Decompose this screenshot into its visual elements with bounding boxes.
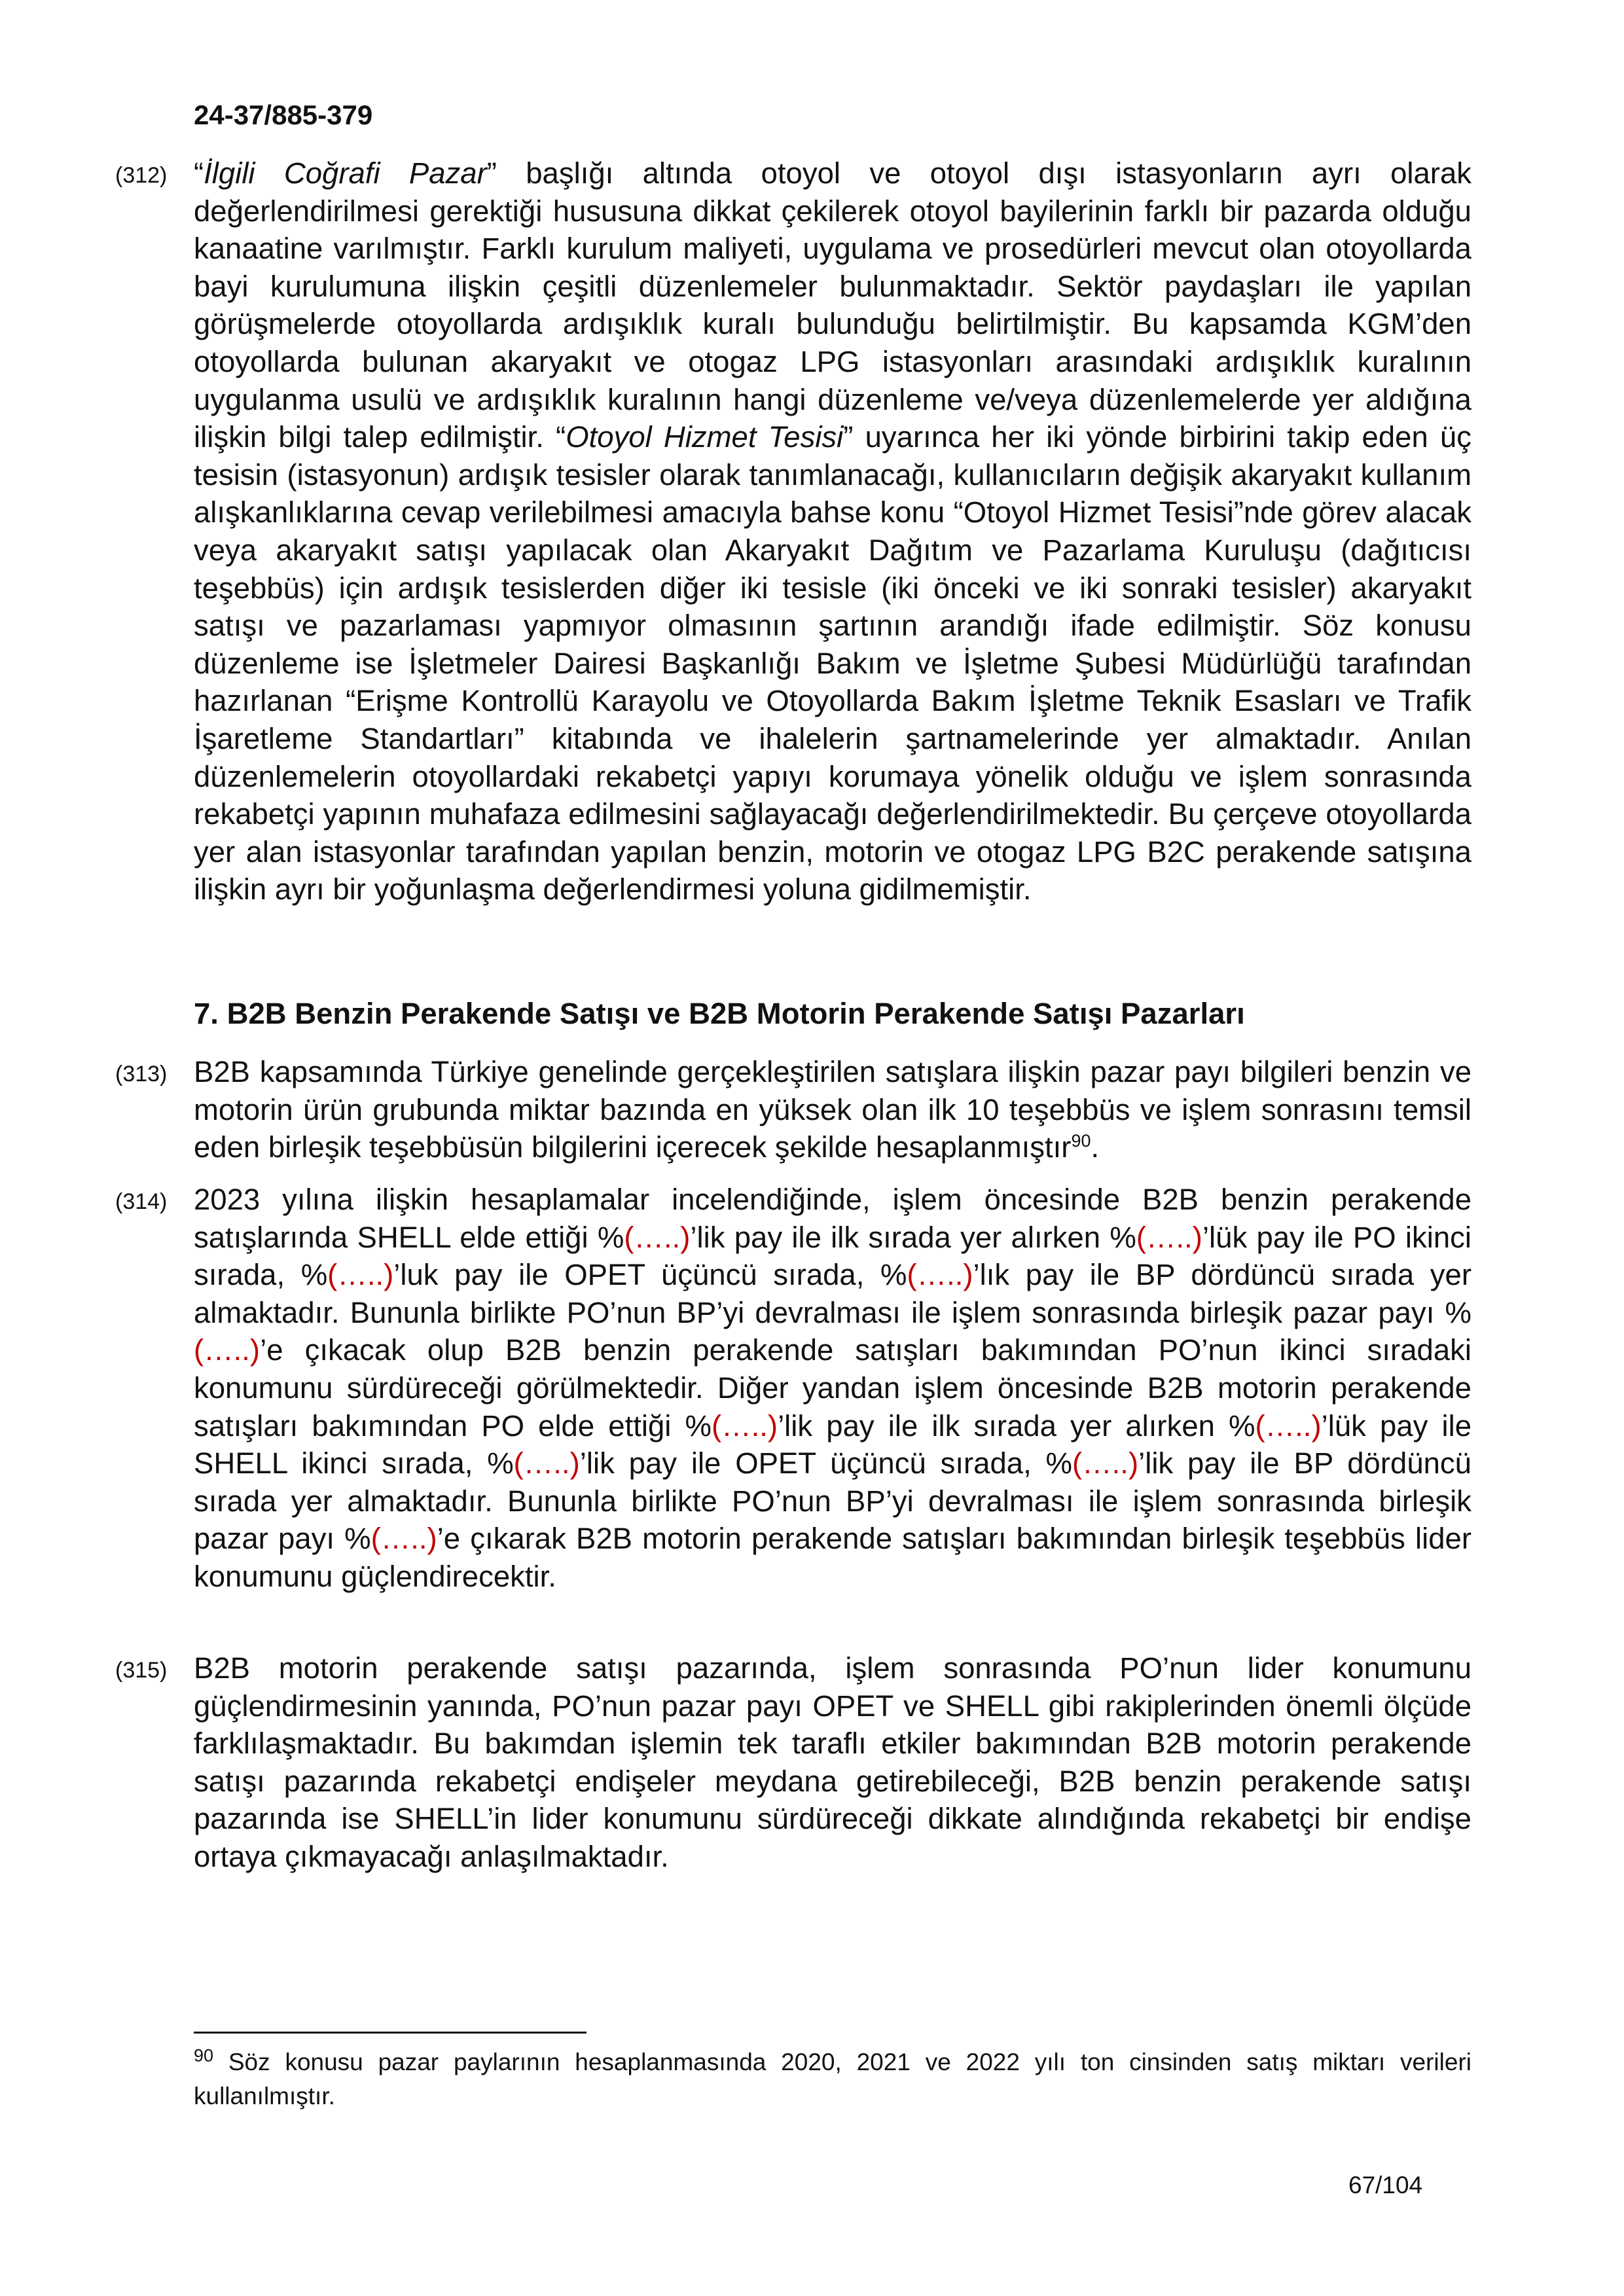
paragraph-number: (314) bbox=[115, 1189, 168, 1214]
italic-term: İlgili Coğrafi Pazar bbox=[204, 156, 487, 190]
redacted-value: (…..) bbox=[513, 1446, 580, 1480]
paragraph-text: B2B motorin perakende satışı pazarında, işlem sonrasında PO’nun lider konumunu güçlendirmesinin yanında, PO’nun pazar payı OPET ve SHELL gibi rakiplerinden önemli ölçüde farklılaşmaktadır. Bu bakımdan işlemin tek taraflı etkiler bakımından B2B motorin perakende satışı pazarında rekabetçi endişeler meydana getirebileceği, B2B benzin perakende satışı pazarında ise SHELL’in lider konumunu sürdüreceği dikkate alındığında rekabetçi bir endişe ortaya çıkmayacağı anlaşılmaktadır. bbox=[194, 1651, 1471, 1873]
text-run: ’lük pay ile PO ikinci sırada, % bbox=[194, 1220, 1471, 1292]
text-run: ’lik pay ile OPET üçüncü sırada, % bbox=[579, 1446, 1073, 1480]
paragraph-314 bbox=[115, 1181, 1472, 1596]
text-run: ’lık pay ile BP dördüncü sırada yer almaktadır. Bununla birlikte PO’nun BP’yi devralması ile işlem sonrasında birleşik pazar payı % bbox=[194, 1258, 1471, 1329]
text-run: ’e çıkacak olup B2B benzin perakende satışları bakımından PO’nun ikinci sıradaki konumunu sürdüreceği görülmektedir. Diğer yandan işlem öncesinde B2B motorin perakende satışları bakımından PO elde ettiği % bbox=[194, 1333, 1471, 1443]
text-run: ” başlığı altında otoyol ve otoyol dışı istasyonların ayrı olarak değerlendirilmesi gerektiği hususuna dikkat çekilerek otoyol bayilerinin farklı bir pazarda olduğu kanaatine varılmıştır. Farklı kurulum maliyeti, uygulama ve prosedürleri mevcut olan otoyollarda bayi kurulumuna ilişkin çeşitli düzenlemeler bulunmaktadır. Sektör paydaşları ile yapılan görüşmelerde otoyollarda ardışıklık kuralı bulunduğu belirtilmiştir. Bu kapsamda KGM’den otoyollarda bulunan akaryakıt ve otogaz LPG istasyonları arasındaki ardışıklık kuralının uygulanma usulü ve ardışıklık kuralının hangi düzenleme ve/veya düzenlemelerde yer aldığına ilişkin bilgi talep edilmiştir. “ bbox=[194, 156, 1472, 454]
text-run: ” uyarınca her iki yönde birbirini takip eden üç tesisin (istasyonun) ardışık tesisler olarak tanımlanacağı, kullanıcıların değişik akaryakıt kullanım alışkanlıklarına cevap verilebilmesi amacıyla bahse konu “Otoyol Hizmet Tesisi”nde görev alacak veya akaryakıt satışı yapılacak olan Akaryakıt Dağıtım ve Pazarlama Kuruluşu (dağıtıcısı teşebbüs) için ardışık tesislerden diğer iki tesisle (iki önceki ve iki sonraki tesisler) akaryakıt satışı ve pazarlaması yapmıyor olmasının şartının arandığı ifade edilmiştir. Söz konusu düzenleme ise İşletmeler Dairesi Başkanlığı Bakım ve İşletme Şubesi Müdürlüğü tarafından hazırlanan “Erişme Kontrollü Karayolu ve Otoyollarda Bakım İşletme Teknik Esasları ve Trafik İşaretleme Standartları” kitabında ve ihalelerin şartnamelerinde yer almaktadır. Anılan düzenlemelerin otoyollardaki rekabetçi yapıyı korumaya yönelik olduğu ve işlem sonrasında rekabetçi yapının muhafaza edilmesini sağlayacağı değerlendirilmektedir. Bu çerçeve otoyollarda yer alan istasyonlar tarafından yapılan benzin, motorin ve otogaz LPG B2C perakende satışına ilişkin ayrı bir yoğunlaşma değerlendirmesi yoluna gidilmemiştir. bbox=[194, 420, 1471, 906]
text-run: ’lik pay ile ilk sırada yer alırken % bbox=[690, 1220, 1136, 1254]
paragraph-312 bbox=[115, 154, 1472, 908]
text-run: 2023 yılına ilişkin hesaplamalar incelendiğinde, işlem öncesinde B2B benzin perakende satışlarında SHELL elde ettiği % bbox=[194, 1183, 1471, 1254]
document-number: 24-37/885-379 bbox=[194, 99, 373, 130]
text-run: B2B kapsamında Türkiye genelinde gerçekleştirilen satışlara ilişkin pazar payı bilgileri benzin ve motorin ürün grubunda miktar bazında en yüksek olan ilk 10 teşebbüs ve işlem sonrasını temsil eden birleşik teşebbüsün bilgilerini içerecek şekilde hesaplanmıştır bbox=[194, 1055, 1471, 1164]
paragraph-number: (315) bbox=[115, 1658, 168, 1683]
redacted-value: (…..) bbox=[194, 1333, 261, 1367]
redacted-value: (…..) bbox=[327, 1258, 394, 1292]
text-run: ’lik pay ile ilk sırada yer alırken % bbox=[778, 1408, 1255, 1443]
text-run: ’luk pay ile OPET üçüncü sırada, % bbox=[393, 1258, 907, 1292]
italic-term: Otoyol Hizmet Tesisi bbox=[566, 420, 844, 454]
paragraph-text bbox=[194, 1181, 1471, 1596]
footnote-separator bbox=[194, 2032, 586, 2034]
footnote-reference[interactable]: 90 bbox=[1071, 1131, 1091, 1151]
redacted-value: (…..) bbox=[1136, 1220, 1202, 1254]
open-quote: “ bbox=[194, 156, 204, 190]
redacted-value: (…..) bbox=[1255, 1408, 1322, 1443]
redacted-value: (…..) bbox=[1072, 1446, 1139, 1480]
text-run: ’lik pay ile BP dördüncü sırada yer almaktadır. Bununla birlikte PO’nun BP’yi devralması ile işlem sonrasında birleşik pazar payı % bbox=[194, 1446, 1471, 1556]
footnote-number: 90 bbox=[194, 2045, 214, 2066]
paragraph-text bbox=[194, 1053, 1471, 1166]
paragraph-number: (313) bbox=[115, 1062, 168, 1086]
paragraph-text bbox=[194, 154, 1471, 908]
paragraph-number: (312) bbox=[115, 163, 168, 188]
page-number: 67/104 bbox=[1348, 2172, 1423, 2198]
text-run: ’lük pay ile SHELL ikinci sırada, % bbox=[194, 1408, 1471, 1480]
text-run: . bbox=[1091, 1130, 1100, 1164]
redacted-value: (…..) bbox=[624, 1220, 691, 1254]
text-run: ’e çıkarak B2B motorin perakende satışları bakımından birleşik teşebbüs lider konumunu güçlendirecektir. bbox=[194, 1522, 1472, 1593]
redacted-value: (…..) bbox=[711, 1408, 778, 1443]
paragraph-313 bbox=[115, 1053, 1471, 1166]
footnote-text: Söz konusu pazar paylarının hesaplanmasında 2020, 2021 ve 2022 yılı ton cinsinden satış miktarı verileri kullanılmıştır. bbox=[194, 2049, 1471, 2109]
section-heading: 7. B2B Benzin Perakende Satışı ve B2B Motorin Perakende Satışı Pazarları bbox=[194, 997, 1245, 1030]
redacted-value: (…..) bbox=[907, 1258, 973, 1292]
redacted-value: (…..) bbox=[370, 1522, 437, 1556]
footnote bbox=[194, 2045, 1471, 2113]
paragraph-315 bbox=[115, 1649, 1471, 1876]
